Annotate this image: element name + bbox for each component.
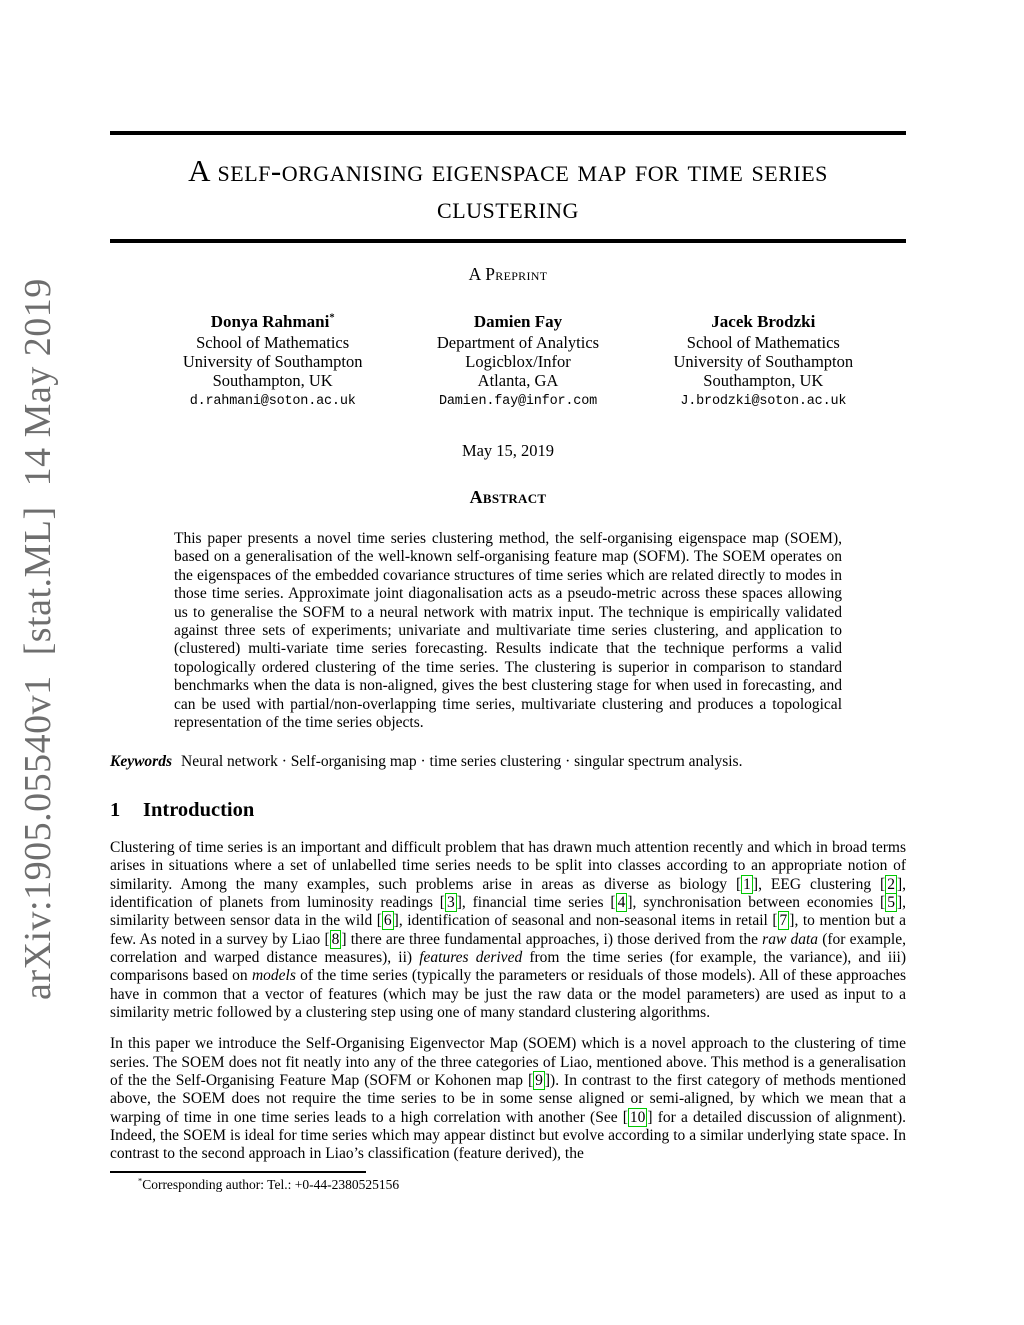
body-text: ). In contrast to the first category of methods mentioned above, the SOEM does not require the time series to be in some sense aligned or semi-aligned, by which we mean that a warping of time in one time series leads to a high correlation with another (See bbox=[110, 1072, 906, 1126]
author-affiliation-line: School of Mathematics bbox=[686, 333, 840, 352]
author-affiliation-line: Logicblox/Infor bbox=[465, 352, 571, 371]
paper-title: A self-organising eigenspace map for time series clustering bbox=[188, 153, 828, 225]
keywords-label: Keywords bbox=[110, 753, 172, 771]
body-text: In this paper we introduce the Self-Organising Eigenvector Map (SOEM) which is a novel approach to the clustering of time series. The SOEM does not fit neatly into any of the three categories of Liao, mentioned above. This method is a generalisation of the the Self-Organising Feature Map (SOFM or Kohonen map bbox=[110, 1035, 906, 1089]
paper-content bbox=[110, 0, 906, 1193]
body-text: Clustering of time series is an important and difficult problem that has drawn much attention recently and which in broad terms arises in situations where a set of unlabelled time series needs to be split into classes according to an appropriate notion of similarity. Among the many examples, such problems arise in areas as diverse as biology bbox=[110, 838, 906, 893]
body-text: , EEG clustering bbox=[758, 875, 881, 893]
emphasis-text: features derived bbox=[419, 948, 523, 966]
author-name-text: Jacek Brodzki bbox=[711, 312, 816, 331]
emphasis-text: models bbox=[251, 967, 296, 985]
author-card bbox=[641, 312, 886, 411]
footnote-text: Corresponding author: Tel.: +0-44-2380525156 bbox=[142, 1176, 400, 1192]
body-text: for a detailed discussion of alignment). Indeed, the SOEM is ideal for time series which may appear distinct but evolve according to a similar underlying state space. In contrast to the second approach in Liao’s classification (feature derived), the bbox=[110, 1108, 906, 1163]
abstract-body: This paper presents a novel time series clustering method, the self-organising eigenspace map (SOEM), based on a generalisation of the well-known self-organising feature map (SOFM). The SOEM operates on the eigenspaces of the embedded covariance structures of time series which are related directly to modes in those time series. Approximate joint diagonalisation acts as a pseudo-metric across these spaces allowing us to generalise the SOFM to a neural network with matrix input. The technique is empirically validated against three sets of experiments; univariate and multivariate time series clustering, and application to (clustered) multi-variate time series forecasting. Results indicate that the technique performs a valid topologically ordered clustering of the time series. The clustering is superior in comparison to standard benchmarks when the data is non-aligned, gives the best clustering stage for when used in forecasting, and can be used with partial/non-overlapping time series, multivariate clustering and produces a topological representation of the time series objects. bbox=[174, 530, 842, 732]
author-email: d.rahmani@soton.ac.uk bbox=[189, 394, 356, 409]
citation-link[interactable]: 6 bbox=[383, 912, 392, 930]
body-text: , identification of seasonal and non-seasonal items in retail bbox=[398, 912, 773, 930]
body-text: from the time series (for example, the variance), and iii) comparisons based on bbox=[110, 948, 907, 985]
citation-link[interactable]: 8 bbox=[331, 930, 340, 948]
body-text: , financial time series bbox=[461, 893, 611, 911]
section-heading bbox=[110, 799, 906, 822]
publication-date: May 15, 2019 bbox=[461, 441, 555, 460]
body-text: , similarity between sensor data in the wild bbox=[110, 893, 906, 930]
author-affiliation-line: University of Southampton bbox=[673, 352, 854, 371]
author-affiliation-line: Southampton, UK bbox=[703, 371, 824, 390]
author-affiliation-line: School of Mathematics bbox=[196, 333, 350, 352]
section-title: Introduction bbox=[143, 798, 255, 821]
title-rule-divider bbox=[110, 239, 906, 243]
top-rule-divider bbox=[110, 131, 906, 135]
abstract-heading: Abstract bbox=[469, 487, 547, 507]
arxiv-watermark: arXiv:1905.05540v1 [stat.ML] 14 May 2019 bbox=[17, 278, 59, 1000]
citation-link[interactable]: 9 bbox=[535, 1072, 543, 1089]
author-email: Damien.fay@infor.com bbox=[438, 394, 597, 409]
citation-link[interactable]: 1 bbox=[743, 875, 751, 893]
citation-link[interactable]: 2 bbox=[887, 875, 895, 893]
emphasis-text: raw data bbox=[762, 930, 819, 948]
body-text: , identification of planets from luminosity readings bbox=[110, 875, 906, 911]
body-text: , to mention but a few. As noted in a survey by Liao bbox=[110, 912, 906, 948]
author-name-text: Donya Rahmani bbox=[210, 312, 330, 331]
author-name bbox=[150, 312, 395, 331]
author-affiliation-line: Atlanta, GA bbox=[477, 371, 559, 390]
keywords-line bbox=[110, 753, 906, 771]
body-text: (for example, correlation and warped distance measures), ii) bbox=[110, 930, 906, 966]
author-email: J.brodzki@soton.ac.uk bbox=[680, 394, 847, 409]
section-number: 1 bbox=[110, 798, 121, 821]
intro-paragraph-1: Clustering of time series is an important and difficult problem that has drawn much attention recently and which in broad terms arises in situations where a set of unlabelled time series needs to be split into classes according to an appropriate notion of similarity. Among the many examples, such problems arise in areas as diverse as biology [ 1 ], EEG clustering [ 2 ], identification of planets from luminosity readings [ 3 ], financial time series [ 4 ], synchronisation between economies [ 5 ], similarity between sensor data in the wild [ 6 ], identification of seasonal and non-seasonal items in retail [ 7 ], to mention but a few. As noted in a survey by Liao [ 8 ] there are three fundamental approaches, i) those derived from the raw data (for example, correlation and warped distance measures), ii) features derived from the time series (for example, the variance), and iii) comparisons based on models of the time series (typically the parameters or residuals of those models). All of these approaches have in common that a vector of features (which may be just the raw data or the model parameters) are used as input to a similarity metric followed by a clustering step using one of many standard clustering algorithms. bbox=[110, 838, 907, 1021]
intro-paragraph-2: In this paper we introduce the Self-Organising Eigenvector Map (SOEM) which is a novel approach to the clustering of time series. The SOEM does not fit neatly into any of the three categories of Liao, mentioned above. This method is a generalisation of the the Self-Organising Feature Map (SOFM or Kohonen map [ 9 ]). In contrast to the first category of methods mentioned above, the SOEM does not require the time series to be in some sense aligned or semi-aligned, by which we mean that a warping of time in one time series leads to a high correlation with another (See [ 10 ] for a detailed discussion of alignment). Indeed, the SOEM is ideal for time series which may appear distinct but evolve according to a similar underlying state space. In contrast to the second approach in Liao’s classification (feature derived), the bbox=[110, 1035, 906, 1163]
footnote-marker: * bbox=[138, 1176, 143, 1186]
author-card bbox=[395, 312, 640, 411]
author-affiliation-line: University of Southampton bbox=[182, 352, 363, 371]
keywords-text: Neural network · Self-organising map · time series clustering · singular spectrum analysis. bbox=[181, 753, 743, 771]
author-card bbox=[150, 312, 395, 411]
citation-link[interactable]: 10 bbox=[629, 1108, 646, 1126]
author-block bbox=[110, 312, 906, 411]
body-text: , synchronisation between economies bbox=[632, 893, 881, 911]
author-affiliation-line: Southampton, UK bbox=[212, 371, 333, 390]
author-affiliation-line: Department of Analytics bbox=[436, 333, 600, 352]
footnote-rule-divider bbox=[110, 1171, 366, 1173]
footnote bbox=[110, 1177, 906, 1193]
citation-link[interactable]: 5 bbox=[887, 893, 895, 911]
body-text: there are three fundamental approaches, i) those derived from the bbox=[346, 930, 763, 948]
corresponding-author-marker: * bbox=[329, 312, 335, 324]
author-name bbox=[395, 312, 640, 331]
author-name-text: Damien Fay bbox=[473, 312, 563, 331]
citation-link[interactable]: 7 bbox=[779, 912, 788, 930]
body-text: of the time series (typically the parameters or residuals of those models). All of these approaches have in common that a vector of features (which may be just the raw data or the model parameters) are used as input to a similarity metric followed by a clustering step using one of many standard clustering algorithms. bbox=[110, 967, 906, 1021]
preprint-label: A Preprint bbox=[468, 264, 548, 284]
author-name bbox=[641, 312, 886, 331]
citation-link[interactable]: 4 bbox=[617, 893, 626, 911]
citation-link[interactable]: 3 bbox=[446, 893, 455, 911]
